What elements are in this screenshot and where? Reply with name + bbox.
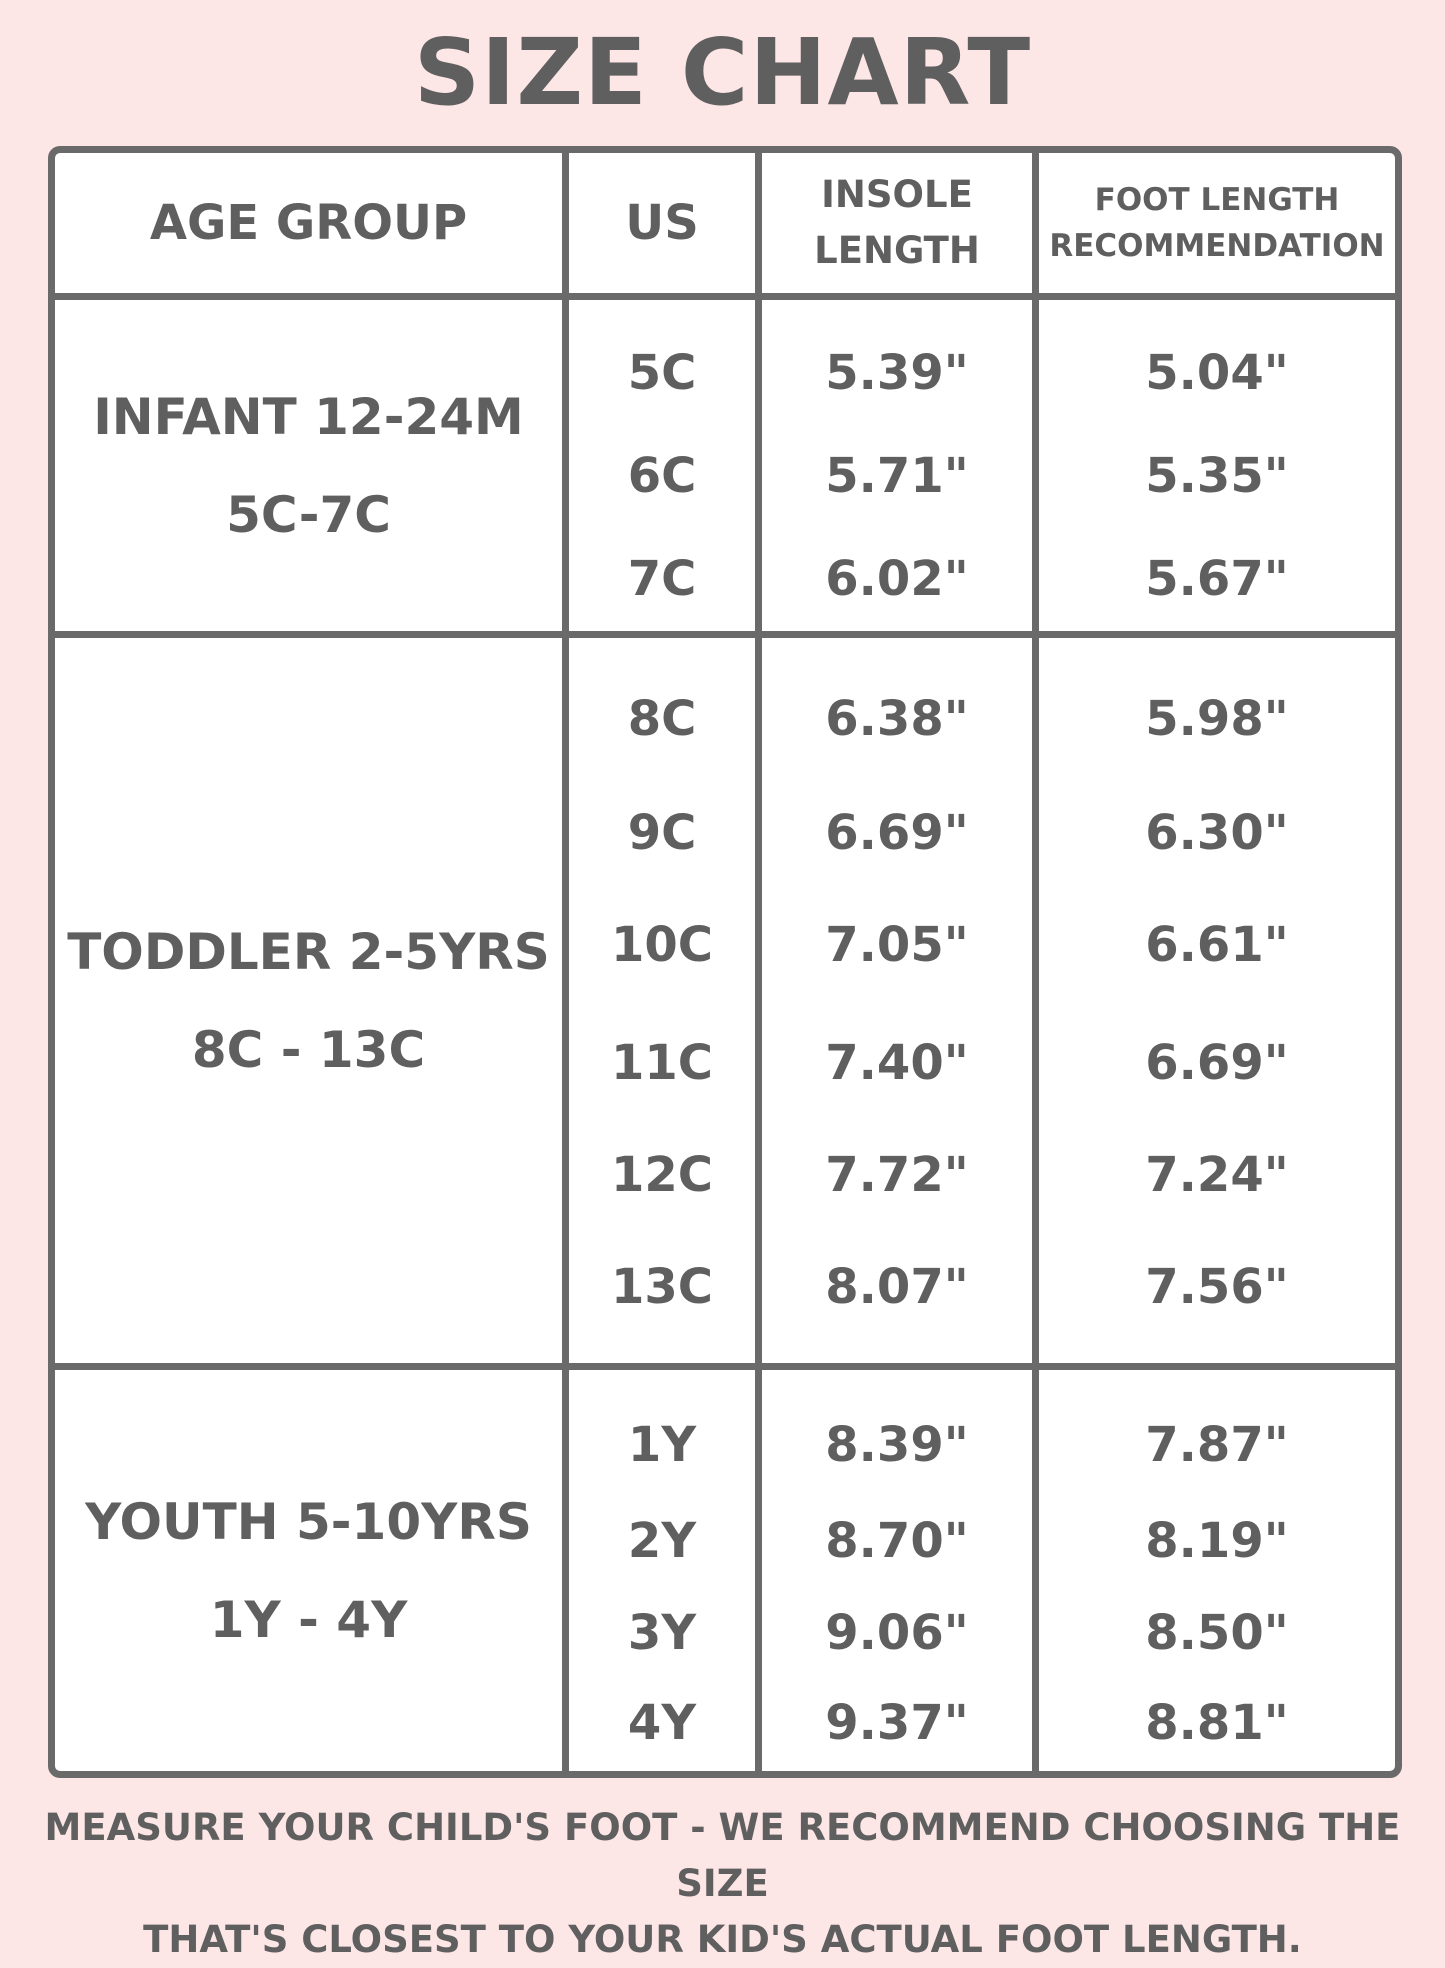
header-insole-length bbox=[762, 153, 1032, 293]
cell-insole-length: 5.39" bbox=[825, 345, 969, 401]
cell-foot-length: 5.04" bbox=[1145, 345, 1289, 401]
cell-foot-length: 7.24" bbox=[1145, 1147, 1289, 1203]
group-label-infant bbox=[55, 300, 562, 631]
cell-insole-length: 7.72" bbox=[825, 1147, 969, 1203]
group-label-line2: 8C - 13C bbox=[191, 1020, 426, 1079]
cell-foot-length: 5.67" bbox=[1145, 551, 1289, 607]
footer-line1: MEASURE YOUR CHILD'S FOOT - WE RECOMMEND CHOOSING THE SIZE bbox=[44, 1806, 1401, 1905]
cell-insole-length: 6.69" bbox=[825, 805, 969, 861]
group-label-line1: TODDLER 2-5YRS bbox=[67, 922, 550, 981]
cell-foot-length: 8.50" bbox=[1145, 1605, 1289, 1661]
size-chart-table bbox=[48, 146, 1402, 1778]
row-divider bbox=[55, 631, 1395, 638]
header-insole-line2: LENGTH bbox=[814, 229, 980, 272]
cell-us-size: 9C bbox=[627, 805, 697, 861]
cell-foot-length: 5.98" bbox=[1145, 691, 1289, 747]
cell-foot-length: 5.35" bbox=[1145, 448, 1289, 504]
cell-us-size: 11C bbox=[610, 1035, 714, 1091]
cell-insole-length: 7.40" bbox=[825, 1035, 969, 1091]
cell-us-size: 10C bbox=[610, 917, 714, 973]
cell-foot-length: 6.30" bbox=[1145, 805, 1289, 861]
cell-insole-length: 6.38" bbox=[825, 691, 969, 747]
cell-us-size: 8C bbox=[627, 691, 697, 747]
cell-us-size: 12C bbox=[610, 1147, 714, 1203]
row-divider bbox=[55, 293, 1395, 300]
group-label-line1: YOUTH 5-10YRS bbox=[85, 1493, 532, 1551]
header-foot-line2: RECOMMENDATION bbox=[1049, 228, 1385, 264]
footer-note bbox=[0, 1800, 1445, 1968]
column-divider bbox=[755, 153, 762, 1771]
cell-insole-length: 6.02" bbox=[825, 551, 969, 607]
cell-us-size: 5C bbox=[627, 345, 697, 401]
cell-us-size: 2Y bbox=[627, 1513, 697, 1569]
cell-insole-length: 8.07" bbox=[825, 1259, 969, 1315]
row-divider bbox=[55, 1363, 1395, 1370]
cell-insole-length: 7.05" bbox=[825, 917, 969, 973]
cell-us-size: 4Y bbox=[627, 1695, 697, 1751]
page-title: SIZE CHART bbox=[413, 19, 1032, 126]
cell-us-size: 3Y bbox=[627, 1605, 697, 1661]
cell-us-size: 7C bbox=[627, 551, 697, 607]
cell-us-size: 1Y bbox=[627, 1417, 697, 1473]
cell-insole-length: 8.39" bbox=[825, 1417, 969, 1473]
footer-line2: THAT'S CLOSEST TO YOUR KID'S ACTUAL FOOT LENGTH. bbox=[143, 1918, 1302, 1961]
column-divider bbox=[562, 153, 569, 1771]
header-insole-line1: INSOLE bbox=[821, 173, 973, 216]
cell-insole-length: 9.06" bbox=[825, 1605, 969, 1661]
group-label-youth bbox=[55, 1370, 562, 1772]
cell-foot-length: 7.87" bbox=[1145, 1417, 1289, 1473]
cell-foot-length: 8.81" bbox=[1145, 1695, 1289, 1751]
cell-foot-length: 6.69" bbox=[1145, 1035, 1289, 1091]
cell-foot-length: 6.61" bbox=[1145, 917, 1289, 973]
header-foot-line1: FOOT LENGTH bbox=[1094, 182, 1340, 218]
group-label-line1: INFANT 12-24M bbox=[93, 387, 524, 446]
header-us: US bbox=[625, 195, 699, 251]
cell-insole-length: 9.37" bbox=[825, 1695, 969, 1751]
cell-insole-length: 8.70" bbox=[825, 1513, 969, 1569]
group-label-line2: 5C-7C bbox=[226, 485, 391, 544]
header-age-group: AGE GROUP bbox=[149, 195, 468, 251]
cell-foot-length: 8.19" bbox=[1145, 1513, 1289, 1569]
cell-us-size: 6C bbox=[627, 448, 697, 504]
group-label-toddler bbox=[55, 638, 562, 1363]
cell-insole-length: 5.71" bbox=[825, 448, 969, 504]
cell-foot-length: 7.56" bbox=[1145, 1259, 1289, 1315]
header-foot-length bbox=[1039, 153, 1395, 293]
cell-us-size: 13C bbox=[610, 1259, 714, 1315]
group-label-line2: 1Y - 4Y bbox=[209, 1591, 408, 1649]
column-divider bbox=[1032, 153, 1039, 1771]
